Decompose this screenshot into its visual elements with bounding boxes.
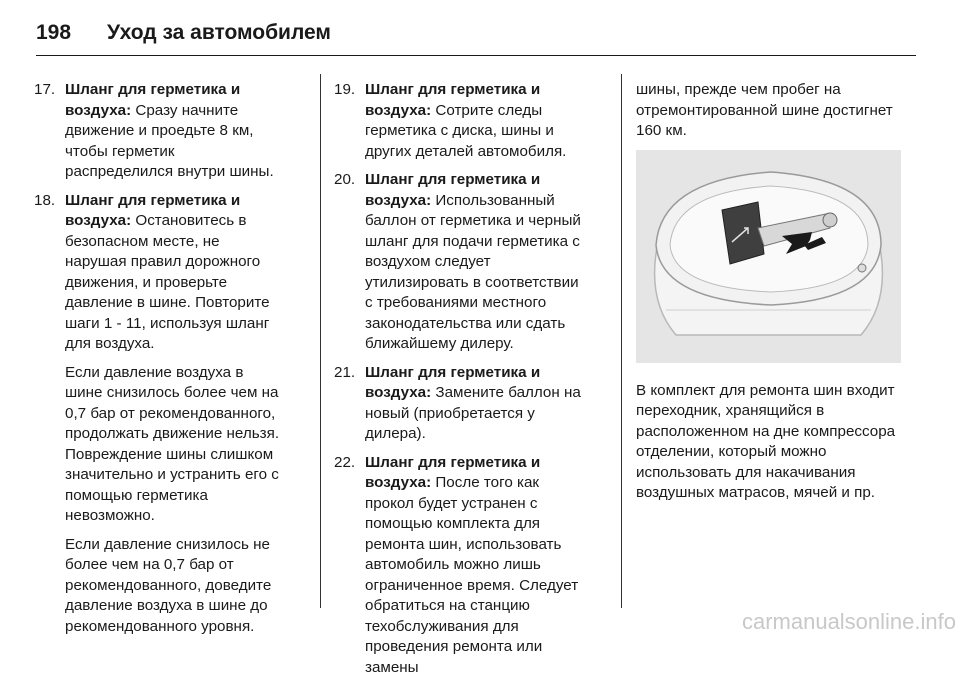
- page-number: 198: [36, 21, 72, 44]
- item-number: 18.: [34, 191, 56, 209]
- item-number: 19.: [334, 81, 356, 98]
- compressor-adapter-icon: [636, 150, 901, 363]
- list-item: [334, 80, 584, 162]
- column-2: [334, 80, 584, 686]
- item-text: Замените баллон на новый (приобретается у дилера).: [365, 384, 581, 442]
- column-1: [34, 80, 284, 645]
- item-lead: Шланг для герметика и воздуха:: [65, 81, 241, 119]
- item-number: 21.: [334, 363, 356, 381]
- item-body: [365, 170, 584, 355]
- continuation-text: шины, прежде чем пробег на отремонтированной шине достигнет 160 км.: [636, 81, 893, 139]
- paragraph: Если давление воздуха в шине снизилось более чем на 0,7 бар от рекомендованного, продолжать движение нельзя. Повреждение шины слишком значительно и устранить его с помощью герметика невозможно.: [65, 363, 280, 524]
- item-body: [365, 453, 584, 679]
- list-item: [334, 453, 584, 679]
- item-text: После того как прокол будет устранен с помощью комплекта для ремонта шин, использовать автомобиль можно лишь ограниченное время. Следует обратиться на станцию техобслуживания для проведения ремонта или замены: [365, 474, 579, 676]
- page-header: [36, 16, 916, 50]
- column-3: [636, 80, 906, 512]
- item-body: [365, 363, 584, 445]
- page-title: Уход за автомобилем: [107, 21, 331, 44]
- item-body: [365, 80, 584, 162]
- item-number: 20.: [334, 171, 356, 188]
- item-lead: Шланг для герметика и воздуха:: [65, 191, 241, 229]
- list-item: [34, 191, 284, 355]
- item-text: Использованный баллон от герметика и черный шланг для подачи герметика с воздухом следует утилизировать в соответствии с требованиями местного законодательства или сдать ближайшему дилеру.: [365, 191, 581, 352]
- item-text: Сотрите следы герметика с диска, шины и других деталей автомобиля.: [365, 101, 567, 160]
- item-lead: Шланг для герметика и воздуха:: [365, 453, 541, 491]
- item-lead: Шланг для герметика и воздуха:: [365, 81, 541, 119]
- item-lead: Шланг для герметика и воздуха:: [365, 171, 541, 209]
- paragraph: Если давление снизилось не более чем на 0,7 бар от рекомендованного, доведите давление воздуха в шине до рекомендованного уровня.: [65, 535, 272, 635]
- item-body: [65, 191, 284, 355]
- item-body: [65, 80, 284, 183]
- list-item: [34, 80, 284, 183]
- watermark: carmanualsonline.info: [741, 609, 956, 634]
- column-divider: [320, 74, 321, 608]
- column-divider: [621, 74, 622, 608]
- list-item: [334, 170, 584, 355]
- item-lead: Шланг для герметика и воздуха:: [365, 363, 541, 401]
- header-rule: [36, 55, 916, 56]
- item-text: Сразу начните движение и проедьте 8 км, чтобы герметик распределился внутри шины.: [65, 101, 274, 180]
- item-number: 17.: [34, 81, 56, 98]
- compressor-adapter-illustration: [636, 150, 901, 363]
- list-item: [334, 363, 584, 445]
- item-text: Остановитесь в безопасном месте, не нарушая правил дорожного движения, и проверьте давление в шине. Повторите шаги 1 - 11, используя шланг для воздуха.: [65, 212, 270, 352]
- item-number: 22.: [334, 453, 356, 471]
- figure-caption: В комплект для ремонта шин входит переходник, хранящийся в расположенном на дне компрессора отделении, который можно использовать для накачивания воздушных матрасов, мячей и пр.: [636, 381, 896, 501]
